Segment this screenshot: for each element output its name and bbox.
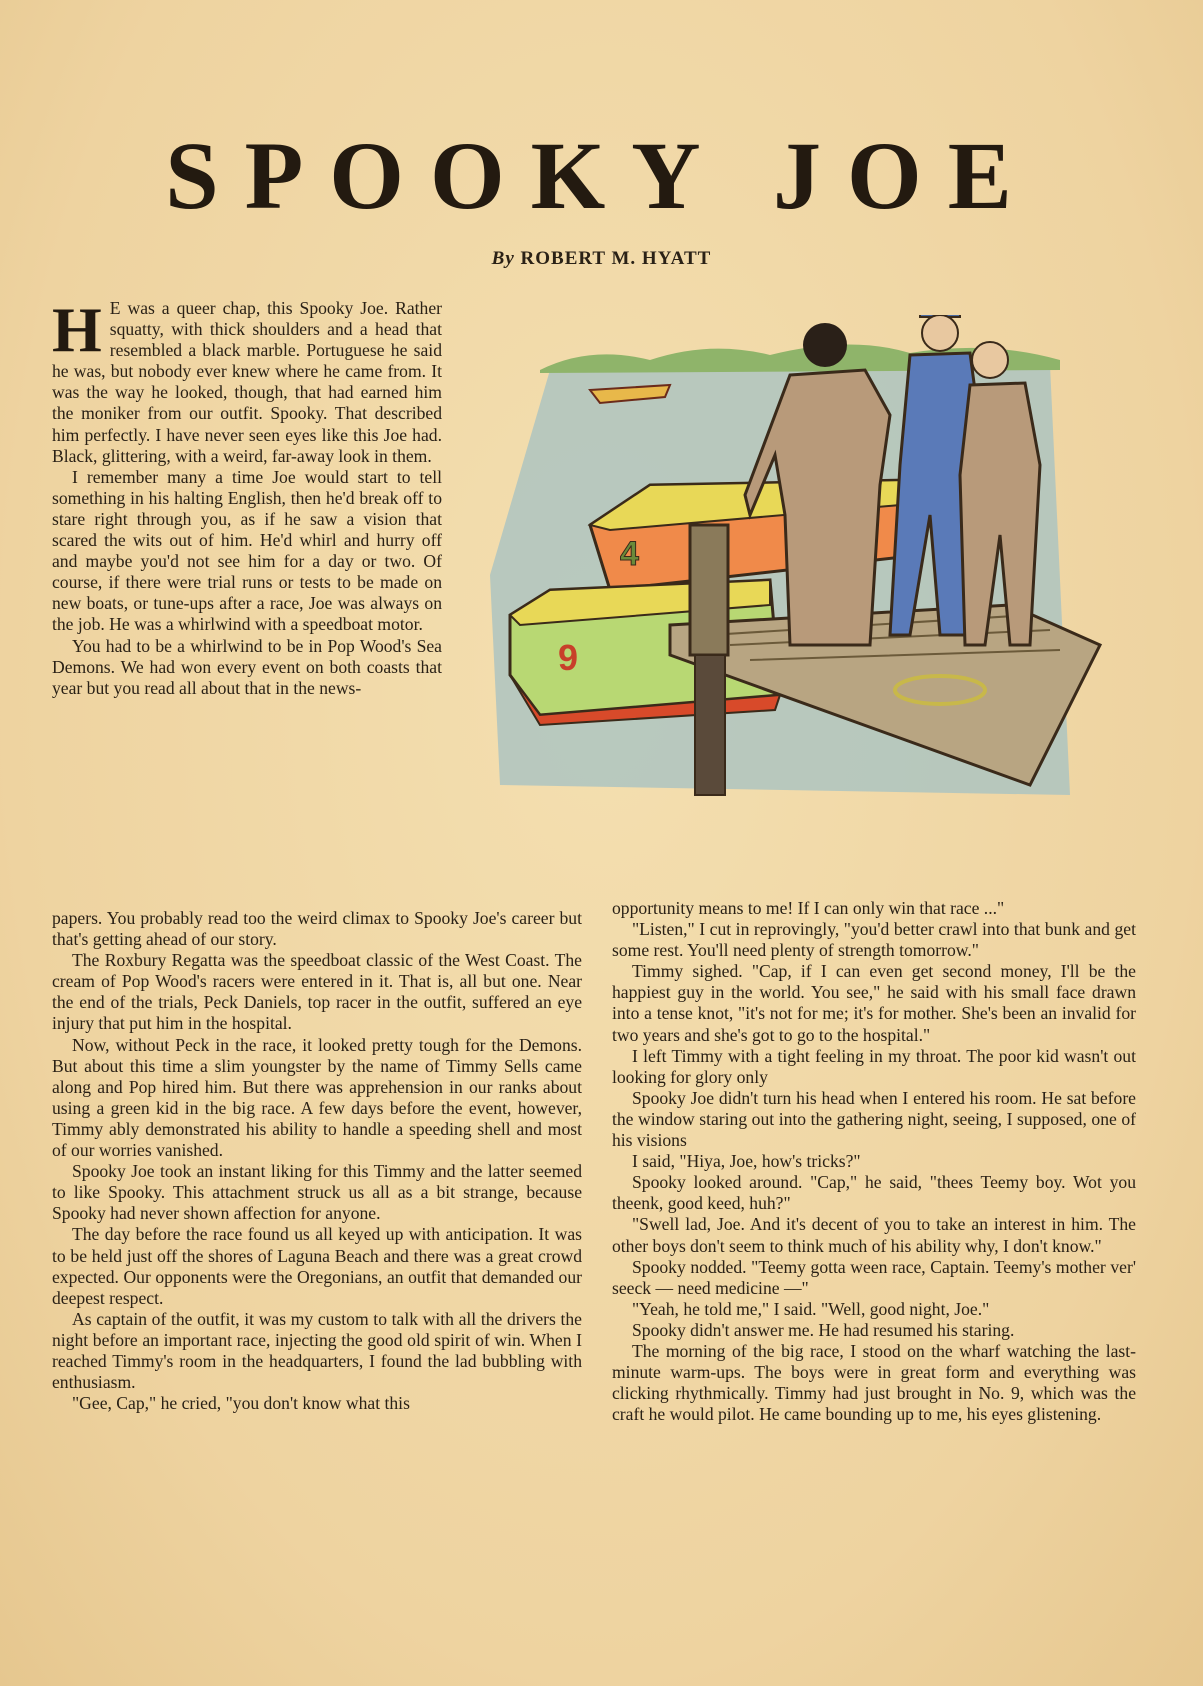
- story-column-top: [52, 294, 442, 699]
- byline-prefix: By: [491, 248, 515, 269]
- boat-number-9: 9: [558, 637, 579, 678]
- story-paragraph: [52, 294, 442, 467]
- story-paragraph: "Yeah, he told me," I said. "Well, good night, Joe.": [632, 1298, 990, 1319]
- story-paragraph: The day before the race found us all keyed up with anticipation. It was to be held just off the shores of Laguna Beach and there was a great crowd expected. Our opponents were the Oregonians, an outfit that demanded our deepest respect.: [52, 1224, 582, 1308]
- story-paragraph: Now, without Peck in the race, it looked pretty tough for the Demons. But about this time a slim youngster by the name of Timmy Sells came along and Pop hired him. But there was apprehension in our ranks about using a green kid in the big race. A few days before the event, however, Timmy ably demonstrated his ability to handle a speeding shell and most of our worries vanished.: [52, 1034, 582, 1161]
- boat-number-4: 4: [620, 535, 639, 573]
- byline: [0, 248, 1203, 270]
- story-paragraph: As captain of the outfit, it was my custom to talk with all the drivers the night before an important race, injecting the good old spirit of win. When I reached Timmy's room in the headquarters, I found the lad bubbling with enthusiasm.: [52, 1308, 582, 1393]
- story-paragraph: The Roxbury Regatta was the speedboat classic of the West Coast. The cream of Pop Wood's racers were entered in it. That is, all but one. Near the end of the trials, Peck Daniels, top racer in the outfit, suffered an eye injury that put him in the hospital.: [52, 950, 582, 1034]
- story-paragraph: "Listen," I cut in reprovingly, "you'd better crawl into that bunk and get some rest. You'll need plenty of strength tomorrow.": [612, 919, 1136, 961]
- story-paragraph: Spooky nodded. "Teemy gotta ween race, Captain. Teemy's mother ver' seeck — need medicine —": [612, 1256, 1136, 1298]
- story-paragraph: papers. You probably read too the weird climax to Spooky Joe's career but that's getting ahead of our story.: [52, 908, 582, 950]
- story-paragraph: Spooky Joe didn't turn his head when I entered his room. He sat before the window staring out into the gathering night, seeing, I supposed, one of his visions: [612, 1087, 1136, 1151]
- story-column-left: [52, 908, 582, 1414]
- story-paragraph: I said, "Hiya, Joe, how's tricks?": [632, 1151, 861, 1172]
- drop-cap: H: [52, 294, 102, 365]
- story-paragraph: "Swell lad, Joe. And it's decent of you to take an interest in him. The other boys don't seem to think much of his ability why, I don't know.": [612, 1214, 1136, 1256]
- story-paragraph: Spooky didn't answer me. He had resumed his staring.: [632, 1319, 1015, 1340]
- story-paragraph: The morning of the big race, I stood on the wharf watching the last-minute warm-ups. The boys were in great form and everything was clicking rhythmically. Timmy had just brought in No. 9, which was the craft he would pilot. He came bounding up to me, his eyes glistening.: [612, 1340, 1136, 1425]
- speedboat-dock-illustration: [470, 315, 1140, 885]
- first-paragraph-text: E was a queer chap, this Spooky Joe. Rather squatty, with thick shoulders and a head that resembled a black marble. Portuguese he said he was, but nobody ever knew where he came from. It was the way he looked, though, that had earned him the moniker from our outfit. Spooky. That described him perfectly. I have never seen eyes like this Joe had. Black, glittering, with a weird, far-away look in them.: [52, 298, 442, 466]
- story-paragraph: Spooky Joe took an instant liking for this Timmy and the latter seemed to like Spooky. This attachment struck us all as a bit strange, because Spooky had never shown affection for anyone.: [52, 1161, 582, 1224]
- story-paragraph: You had to be a whirlwind to be in Pop Wood's Sea Demons. We had won every event on both coasts that year but you read all about that in the news-: [52, 635, 442, 698]
- story-paragraph: I left Timmy with a tight feeling in my throat. The poor kid wasn't out looking for glory only: [612, 1045, 1136, 1087]
- story-paragraph: opportunity means to me! If I can only win that race ...": [612, 898, 1005, 918]
- author-name: ROBERT M. HYATT: [520, 248, 712, 269]
- story-paragraph: "Gee, Cap," he cried, "you don't know what this: [72, 1393, 410, 1414]
- story-paragraph: Spooky looked around. "Cap," he said, "thees Teemy boy. Wot you theenk, good keed, huh?": [612, 1172, 1136, 1214]
- story-paragraph: Timmy sighed. "Cap, if I can even get second money, I'll be the happiest guy in the world. You see," he said with his small face drawn into a tense knot, "it's not for me; it's for mother. She's been an invalid for two years and she's got to go to the hospital.": [612, 961, 1136, 1045]
- story-title: SPOOKY JOE: [165, 122, 1038, 229]
- story-column-right: [612, 898, 1136, 1425]
- story-paragraph: I remember many a time Joe would start to tell something in his halting English, then he'd break off to stare right through you, as if he saw a vision that scared the wits out of him. He'd whirl and hurry off and maybe you'd not see him for a day or two. Of course, if there were trial runs or tests to be made on new boats, or tune-ups after a race, Joe was always on the job. He was a whirlwind with a speedboat motor.: [52, 466, 442, 635]
